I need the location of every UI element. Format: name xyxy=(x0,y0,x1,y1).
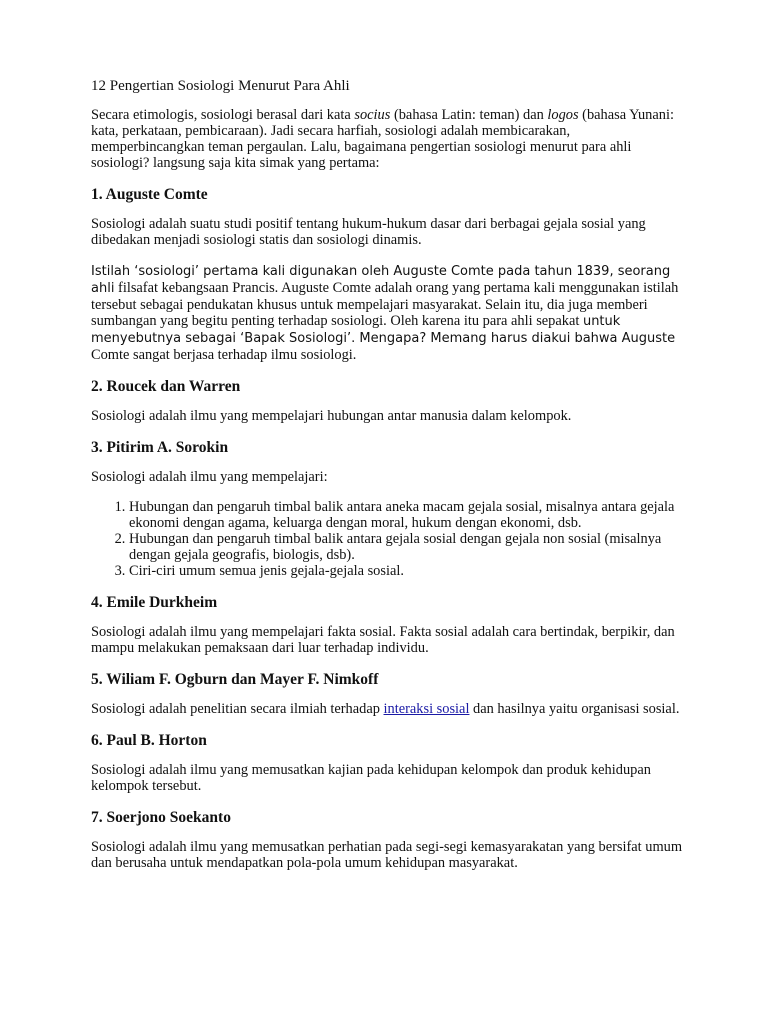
heading-ogburn-nimkoff: 5. Wiliam F. Ogburn dan Mayer F. Nimkoff xyxy=(91,671,379,688)
comte-history-line-3: untuk menyebutnya sebagai ‘Bapak Sosiologi’. Mengapa? Memang harus diakui bahwa Auguste xyxy=(91,314,676,346)
soekanto-definition: Sosiologi adalah ilmu yang memusatkan perhatian pada segi-segi kemasyarakatan yang bersifat umum dan berusaha untuk mendapatkan pola-pola umum kehidupan masyarakat. xyxy=(91,839,683,871)
intro-text-3: (bahasa Yunani: kata, perkataan, pembicaraan). Jadi secara harfiah, sosiologi adalah membicarakan, memperbincangkan teman pergaulan. Lalu, bagaimana pengertian sosiologi menurut para ahli sosiologi? langsung saja kita simak yang pertama: xyxy=(91,107,674,171)
comte-definition: Sosiologi adalah suatu studi positif tentang hukum-hukum dasar dari berbagai gejala sosial yang dibedakan menjadi sosiologi statis dan sosiologi dinamis. xyxy=(91,216,646,248)
sorokin-list xyxy=(91,499,684,579)
intro-text-2: (bahasa Latin: teman) dan xyxy=(390,107,548,123)
comte-history-text-4: Comte sangat berjasa terhadap ilmu sosiologi. xyxy=(91,347,357,363)
heading-durkheim: 4. Emile Durkheim xyxy=(91,594,218,611)
comte-history-text-2: filsafat kebangsaan Prancis. Auguste Comte adalah orang yang pertama kali menggunakan istilah tersebut sebagai pendukatan khusus untuk mempelajari masyarakat. Selain itu, dia juga memberi sumbangan yang begitu penting terhadap sosiologi. Oleh karena itu para ahli sepakat xyxy=(91,280,679,329)
sorokin-definition: Sosiologi adalah ilmu yang mempelajari: xyxy=(91,469,328,485)
interaksi-sosial-link[interactable]: interaksi sosial xyxy=(383,701,470,717)
intro-text-1: Secara etimologis, sosiologi berasal dari kata xyxy=(91,107,355,123)
heading-horton: 6. Paul B. Horton xyxy=(91,732,207,749)
list-item: 1. Hubungan dan pengaruh timbal balik antara aneka macam gejala sosial, misalnya antara gejala ekonomi dengan agama, keluarga dengan moral, hukum dengan ekonomi, dsb. xyxy=(129,499,684,531)
document-title: 12 Pengertian Sosiologi Menurut Para Ahli xyxy=(91,78,350,94)
heading-roucek-warren: 2. Roucek dan Warren xyxy=(91,378,241,395)
logos-term: logos xyxy=(547,107,579,123)
comte-history-line-1: Istilah ‘sosiologi’ pertama kali digunakan oleh Auguste Comte pada tahun 1839, seorang ahli xyxy=(91,264,671,296)
list-item: 2. Hubungan dan pengaruh timbal balik antara gejala sosial dengan gejala non sosial (misalnya dengan gejala geografis, biologis, dsb). xyxy=(129,531,684,563)
list-item: 3. Ciri-ciri umum semua jenis gejala-gejala sosial. xyxy=(129,563,684,579)
ogburn-definition xyxy=(91,701,684,717)
heading-soekanto: 7. Soerjono Soekanto xyxy=(91,809,231,826)
ogburn-text-1: Sosiologi adalah penelitian secara ilmiah terhadap xyxy=(91,701,384,717)
horton-definition: Sosiologi adalah ilmu yang memusatkan kajian pada kehidupan kelompok dan produk kehidupan kelompok tersebut. xyxy=(91,762,651,794)
roucek-definition: Sosiologi adalah ilmu yang mempelajari hubungan antar manusia dalam kelompok. xyxy=(91,408,572,424)
intro-paragraph xyxy=(91,107,684,171)
heading-auguste-comte: 1. Auguste Comte xyxy=(91,186,208,203)
comte-history-paragraph xyxy=(91,263,684,363)
durkheim-definition: Sosiologi adalah ilmu yang mempelajari fakta sosial. Fakta sosial adalah cara bertindak, berpikir, dan mampu melakukan pemaksaan dari luar terhadap individu. xyxy=(91,624,675,656)
ogburn-text-2: dan hasilnya yaitu organisasi sosial. xyxy=(469,701,680,717)
socius-term: socius xyxy=(354,107,391,123)
heading-sorokin: 3. Pitirim A. Sorokin xyxy=(91,439,229,456)
